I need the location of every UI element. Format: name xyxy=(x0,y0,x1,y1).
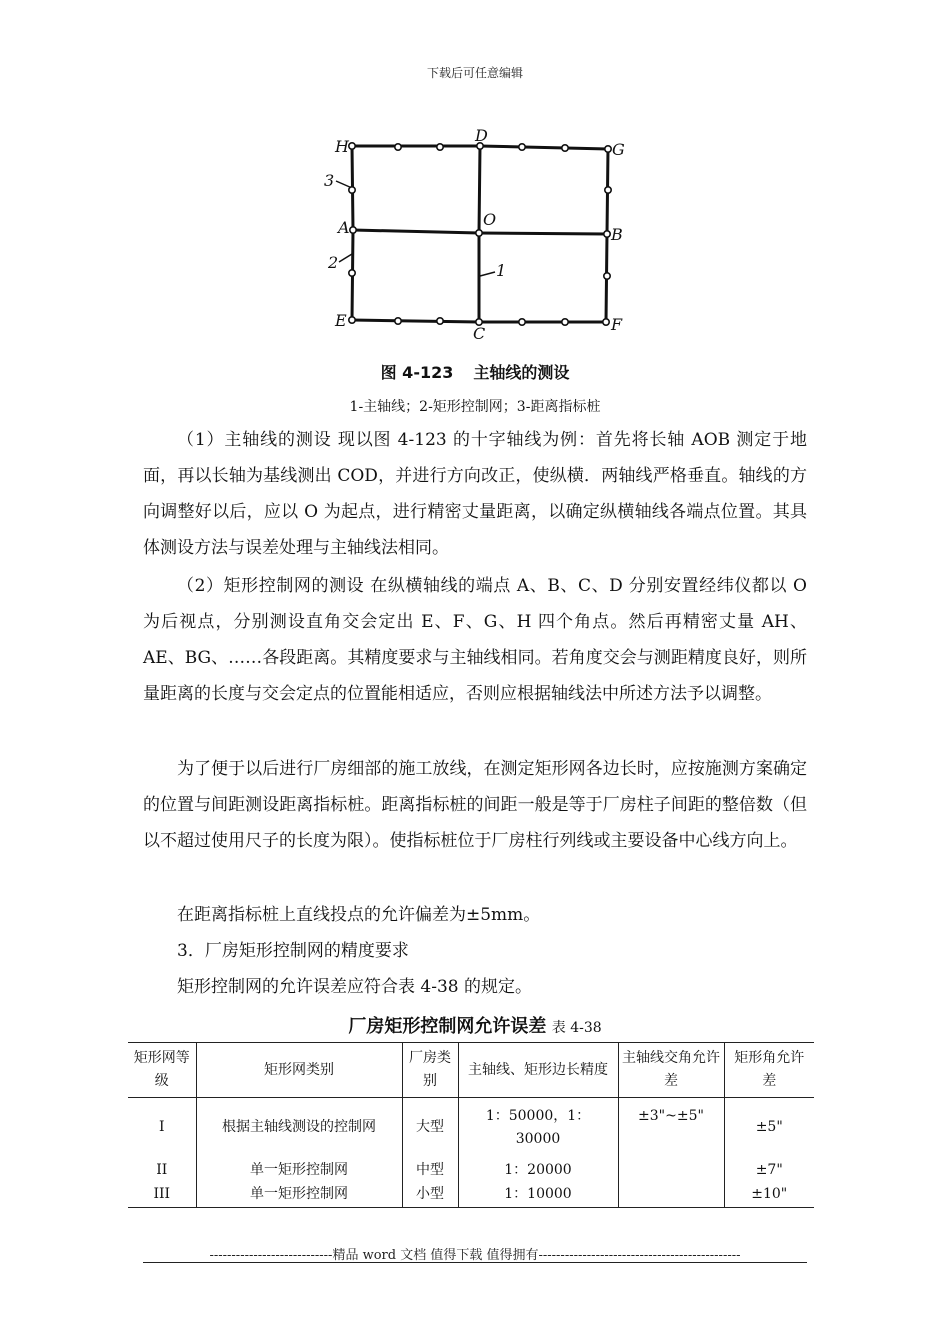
marker-stake xyxy=(605,187,611,193)
point-label-h: H xyxy=(335,137,349,156)
marker-stake xyxy=(604,273,610,279)
header-plant: 厂房类别 xyxy=(402,1043,458,1098)
marker-stake xyxy=(562,145,568,151)
cell-axis-angle xyxy=(618,1183,724,1208)
cell-grade: III xyxy=(128,1183,196,1208)
marker-stake xyxy=(437,144,443,150)
cell-plant: 中型 xyxy=(402,1158,458,1183)
point-label-o: O xyxy=(483,210,497,229)
header-grade: 矩形网等级 xyxy=(128,1043,196,1098)
paragraph-main-axis: （1）主轴线的测设 现以图 4-123 的十字轴线为例：首先将长轴 AOB 测定于地面，再以长轴为基线测出 COD，并进行方向改正，使纵横．两轴线严格垂直。轴线的方向调整好以后，应以 O 为起点，进行精密丈量距离，以确定纵横轴线各端点位置。其具体测设方法与误差处理与主轴线法相同。 xyxy=(143,430,807,558)
point-label-a: A xyxy=(338,218,350,237)
cell-type: 单一矩形控制网 xyxy=(196,1183,402,1208)
callout-1: 1 xyxy=(496,261,507,280)
marker-stake xyxy=(349,317,355,323)
marker-stake xyxy=(476,230,482,236)
cell-corner-angle: ±5" xyxy=(724,1098,814,1158)
cell-corner-angle: ±7" xyxy=(724,1158,814,1183)
cell-plant: 大型 xyxy=(402,1098,458,1158)
marker-stake xyxy=(395,318,401,324)
callout-2: 2 xyxy=(328,253,339,272)
marker-stake xyxy=(519,144,525,150)
point-label-e: E xyxy=(335,311,347,330)
marker-stake xyxy=(437,318,443,324)
marker-stake xyxy=(350,227,356,233)
point-label-b: B xyxy=(611,225,623,244)
marker-stake xyxy=(605,146,611,152)
header-axis-angle: 主轴线交角允许差 xyxy=(618,1043,724,1098)
leader-1 xyxy=(480,272,495,276)
marker-stake xyxy=(349,143,355,149)
paragraph-rect-network: （2）矩形控制网的测设 在纵横轴线的端点 A、B、C、D 分别安置经纬仪都以 O 为后视点，分别测设直角交会定出 E、F、G、H 四个角点。然后再精密丈量 AH、AE、BG、……各段距离。其精度要求与主轴线相同。若角度交会与测距精度良好，则所量距离的长度与交会定点的位置能相适应，否则应根据轴线法中所述方法予以调整。 xyxy=(143,576,807,704)
footer-text: ----------------------------精品 word 文档 值得下载 值得拥有---------------------------------------------- xyxy=(209,1248,741,1263)
section-heading: 3．厂房矩形控制网的精度要求 xyxy=(177,941,409,961)
footer-rule xyxy=(143,1262,807,1263)
table-title-text: 厂房矩形控制网允许误差 xyxy=(348,1016,547,1037)
point-label-g: G xyxy=(612,140,625,159)
table-title xyxy=(0,1012,950,1038)
table-row xyxy=(128,1183,814,1208)
marker-stake xyxy=(603,319,609,325)
table-row xyxy=(128,1098,814,1158)
cell-precision: 1：20000 xyxy=(458,1158,618,1183)
callout-3: 3 xyxy=(324,171,335,190)
header-precision: 主轴线、矩形边长精度 xyxy=(458,1043,618,1098)
cell-axis-angle: ±3"~±5" xyxy=(618,1098,724,1158)
table-number: 表 4-38 xyxy=(551,1020,602,1036)
marker-stake xyxy=(519,319,525,325)
header-type: 矩形网类别 xyxy=(196,1043,402,1098)
marker-stake xyxy=(562,319,568,325)
marker-stake xyxy=(349,187,355,193)
cell-corner-angle: ±10" xyxy=(724,1183,814,1208)
table-row xyxy=(128,1158,814,1183)
cell-plant: 小型 xyxy=(402,1183,458,1208)
marker-stake xyxy=(395,144,401,150)
point-label-c: C xyxy=(473,324,486,343)
marker-stake xyxy=(349,270,355,276)
control-network-figure xyxy=(0,0,950,360)
leader-2 xyxy=(339,254,352,262)
point-label-d: D xyxy=(475,126,488,145)
figure-number: 图 4-123 xyxy=(380,363,454,382)
tolerance-table xyxy=(128,1042,814,1208)
paragraph-table-ref: 矩形控制网的允许误差应符合表 4-38 的规定。 xyxy=(177,977,532,997)
cell-precision: 1：50000，1：30000 xyxy=(458,1098,618,1158)
cell-type: 单一矩形控制网 xyxy=(196,1158,402,1183)
header-corner-angle: 矩形角允许差 xyxy=(724,1043,814,1098)
figure-legend: 1-主轴线；2-矩形控制网；3-距离指标桩 xyxy=(349,399,601,415)
marker-stake xyxy=(604,231,610,237)
cell-grade: I xyxy=(158,1119,165,1136)
figure-caption xyxy=(0,360,950,383)
cell-type: 根据主轴线测设的控制网 xyxy=(196,1098,402,1158)
paragraph-tolerance: 在距离指标桩上直线投点的允许偏差为±5mm。 xyxy=(177,905,541,925)
cell-axis-angle xyxy=(618,1158,724,1183)
header-note: 下载后可任意编辑 xyxy=(426,66,523,80)
cell-grade: II xyxy=(156,1161,168,1178)
paragraph-distance-stakes: 为了便于以后进行厂房细部的施工放线，在测定矩形网各边长时，应按施测方案确定的位置与间距测设距离指标桩。距离指标桩的间距一般是等于厂房柱子间距的整倍数（但以不超过使用尺子的长度为限）。使指标桩位于厂房柱行列线或主要设备中心线方向上。 xyxy=(143,759,807,851)
cell-precision: 1：10000 xyxy=(458,1183,618,1208)
table-header-row xyxy=(128,1043,814,1098)
point-label-f: F xyxy=(611,315,623,334)
figure-title: 主轴线的测设 xyxy=(473,363,570,382)
